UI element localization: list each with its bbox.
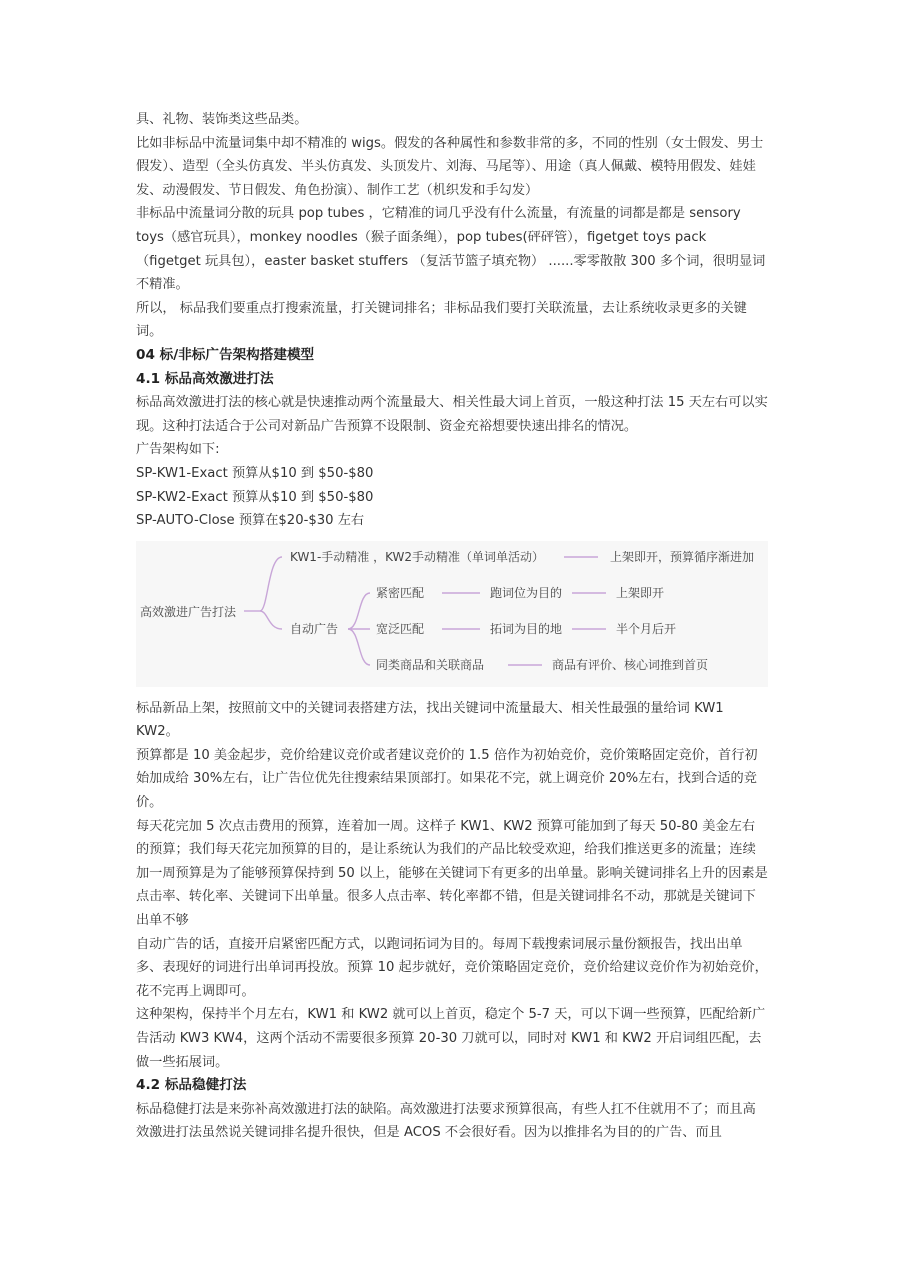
mindmap-timing-close: 上架即开 [616,585,665,600]
mindmap-match-related: 同类商品和关联商品 [376,657,485,672]
paragraph: 这种架构，保持半个月左右，KW1 和 KW2 就可以上首页，稳定个 5-7 天，可以下调一些预算，匹配给新广告活动 KW3 KW4，这两个活动不需要很多预算 20-30 刀就可以，同时对 KW1 和 KW2 开启词组匹配，去做一些拓展词。 [136,1007,766,1070]
connector-manual [260,557,282,611]
paragraph: 比如非标品中流量词集中却不精准的 wigs。假发的各种属性和参数非常的多，不同的性别（女士假发、男士假发）、造型（全头仿真发、半头仿真发、头顶发片、刘海、马尾等）、用途（真人佩戴、模特用假发、娃娃发、动漫假发、节日假发、角色扮演）、制作工艺（机织发和手勾发） [136,135,764,198]
paragraph: 非标品中流量词分散的玩具 pop tubes ，它精准的词几乎没有什么流量，有流量的词都是都是 sensory toys（感官玩具），monkey noodles（猴子面条绳），pop tubes(砰砰管），figetget toys pack （figetget 玩具包），easter basket stuffers （复活节篮子填充物） ......零零散散 300 多个词，很明显词不精准。 [136,206,766,293]
paragraph: 标品新品上架，按照前文中的关键词表搭建方法，找出关键词中流量最大、相关性最强的量给词 KW1 KW2。 [136,700,724,740]
mindmap-connectors [244,557,606,665]
mindmap-goal-related: 商品有评价、核心词推到首页 [552,657,709,672]
connector-auto-bracket-bot [348,629,370,665]
mindmap-manual-branch: KW1-手动精准 ，KW2手动精准（单词单活动） [290,549,545,564]
ad-structure-line: SP-AUTO-Close 预算在$20-$30 左右 [136,513,365,529]
mindmap-goal-close: 跑词位为目的 [490,585,563,600]
mindmap-root: 高效激进广告打法 [140,604,237,619]
mindmap-goal-broad: 拓词为目的地 [490,621,563,636]
section-heading-04: 04 标/非标广告架构搭建模型 [136,346,315,363]
mindmap-svg [136,541,768,687]
article-body [136,108,768,1145]
mindmap-timing-broad: 半个月后开 [616,621,677,636]
paragraph: 标品稳健打法是来弥补高效激进打法的缺陷。高效激进打法要求预算很高，有些人扛不住就用不了；而且高效激进打法虽然说关键词排名提升很快，但是 ACOS 不会很好看。因为以推排名为目的的广告、而且 [136,1101,756,1141]
paragraph: 自动广告的话，直接开启紧密匹配方式，以跑词拓词为目的。每周下载搜索词展示量份额报告，找出出单多、表现好的词进行出单词再投放。预算 10 起步就好，竞价策略固定竞价，竞价给建议竞价作为初始竞价，花不完再上调即可。 [136,936,768,999]
mindmap-manual-result: 上架即开，预算循序渐进加 [610,549,755,564]
paragraph: 标品高效激进打法的核心就是快速推动两个流量最大、相关性最大词上首页，一般这种打法 15 天左右可以实现。这种打法适合于公司对新品广告预算不设限制、资金充裕想要快速出排名的情况。 [136,395,768,434]
paragraph: 具、礼物、装饰类这些品类。 [136,112,308,127]
paragraph: 所以， 标品我们要重点打搜索流量，打关键词排名；非标品我们要打关联流量，去让系统收录更多的关键词。 [136,300,747,340]
paragraph: 每天花完加 5 次点击费用的预算，连着加一周。这样子 KW1、KW2 预算可能加到了每天 50-80 美金左右的预算；我们每天花完加预算的目的，是让系统认为我们的产品比较受欢迎，给我们推送更多的流量；连续加一周预算是为了能够预算保持到 50 以上，能够在关键词下有更多的出单量。影响关键词排名上升的因素是点击率、转化率、关键词下出单量。很多人点击率、转化率都不错，但是关键词排名不动，那就是关键词下出单不够 [136,818,768,929]
section-heading-4-2: 4.2 标品稳健打法 [136,1077,247,1094]
ad-strategy-mindmap [136,541,768,687]
section-heading-4-1: 4.1 标品高效激进打法 [136,370,274,387]
paragraph: 广告架构如下: [136,442,220,458]
mindmap-match-broad: 宽泛匹配 [376,621,425,636]
ad-structure-line: SP-KW1-Exact 预算从$10 到 $50-$80 [136,465,374,481]
mindmap-match-close: 紧密匹配 [376,585,425,600]
paragraph: 预算都是 10 美金起步，竞价给建议竞价或者建议竞价的 1.5 倍作为初始竞价，竞价策略固定竞价，首行初始加成给 30%左右，让广告位优先往搜索结果顶部打。如果花不完，就上调竞价 20%左右，找到合适的竞价。 [136,747,758,811]
connector-auto-bracket-top [348,593,370,629]
connector-auto [260,611,282,629]
mindmap-auto-branch: 自动广告 [290,621,339,636]
ad-structure-line: SP-KW2-Exact 预算从$10 到 $50-$80 [136,489,374,505]
